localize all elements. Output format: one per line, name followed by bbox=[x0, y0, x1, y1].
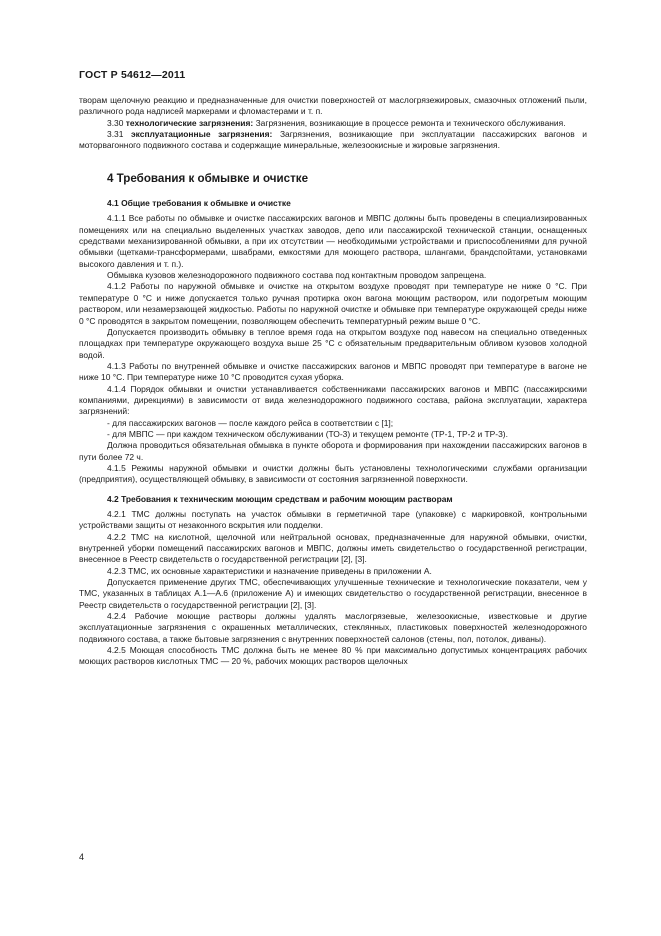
subsection-4-1-heading: 4.1 Общие требования к обмывке и очистке bbox=[107, 198, 291, 209]
page-number: 4 bbox=[79, 852, 85, 862]
paragraph-4-1-3: 4.1.3 Работы по внутренней обмывке и очистке пассажирских вагонов и МВПС проводят при температуре в вагоне не ниже 10 °С. При температуре ниже 10 °С проводится сухая уборка. bbox=[79, 360, 587, 383]
clause-number: 3.30 bbox=[107, 117, 124, 128]
paragraph-4-1-1-b: Обмывка кузовов железнодорожного подвижного состава под контактным проводом запрещена. bbox=[107, 270, 487, 281]
paragraph-4-1-2-b: Допускается производить обмывку в теплое время года на открытом воздухе под навесом на специально отведенных площадках при температуре окружающего воздуха выше 25 °С с обязательным предварительным обливом кузовов холодной водой. bbox=[79, 326, 587, 360]
document-header: ГОСТ Р 54612—2011 bbox=[79, 69, 186, 81]
paragraph-4-2-3: 4.2.3 ТМС, их основные характеристики и назначение приведены в приложении А. bbox=[107, 565, 432, 576]
paragraph-4-1-1: 4.1.1 Все работы по обмывке и очистке пассажирских вагонов и МВПС должны быть проведены в специализированных помещениях или на специально выделенных участках заводов, депо или пассажирской технической станции, оснащенных средствами механизированной обмывки, а при их отсутствии — необходимыми устройствами и приспособлениями для ручной обмывки (щетками-трансформерами, швабрами, емкостями для моющего раствора, шлангами, брандспойтами, установками высокого давления и т. п.). bbox=[79, 213, 587, 269]
paragraph-4-2-1: 4.2.1 ТМС должны поступать на участок обмывки в герметичной таре (упаковке) с маркировкой, контрольными устройствами защиты от незаконного вскрытия или подделки. bbox=[79, 509, 587, 531]
term: эксплуатационные загрязнения: bbox=[131, 129, 273, 140]
paragraph-4-1-4: 4.1.4 Порядок обмывки и очистки устанавливается собственниками пассажирских вагонов и МВПС (пассажирскими компаниями, дирекциями) в зависимости от вида железнодорожного подвижного состава, района эксплуатации, характера загрязнений: bbox=[79, 383, 587, 417]
paragraph-3-31 bbox=[79, 129, 587, 152]
list-item: - для МВПС — при каждом техническом обслуживании (ТО-3) и текущем ремонте (ТР-1, ТР-2 и ТР-3). bbox=[107, 428, 508, 439]
document-body bbox=[79, 95, 587, 668]
paragraph-4-1-2: 4.1.2 Работы по наружной обмывке и очистке на открытом воздухе проводят при температуре не ниже 0 °С. При температуре 0 °С и ниже допускается только ручная протирка окон вагона моющим раствором, или подогретым моющим раствором, или незамерзающей жидкостью. Работы по наружной очистке и обмывке при температуре окружающей среды ниже 0 °С проводятся в закрытом помещении, позволяющем обеспечить температурный режим выше 0 °С. bbox=[79, 281, 587, 326]
definition: Загрязнения, возникающие в процессе ремонта и технического обслуживания. bbox=[255, 117, 566, 128]
section-4-heading: 4 Требования к обмывке и очистке bbox=[107, 171, 309, 185]
list-item: - для пассажирских вагонов — после каждого рейса в соответствии с [1]; bbox=[107, 417, 394, 428]
clause-number: 3.31 bbox=[107, 129, 124, 140]
paragraph-4-2-5: 4.2.5 Моющая способность ТМС должна быть не менее 80 % при максимально допустимых концентрациях рабочих моющих растворов кислотных ТМС — 20 %, рабочих моющих растворов щелочных bbox=[79, 645, 587, 667]
paragraph-4-1-5: 4.1.5 Режимы наружной обмывки и очистки должны быть установлены технологическими службами организации (предприятия), осуществляющей обмывку, в зависимости от состояния загрязненной поверхности. bbox=[79, 462, 587, 485]
subsection-4-2-heading: 4.2 Требования к техническим моющим средствам и рабочим моющим растворам bbox=[107, 493, 453, 504]
paragraph-3-30 bbox=[79, 118, 587, 129]
definition: Загрязнения, возникающие при эксплуатации пассажирских вагонов и моторвагонного подвижного состава и содержащие минеральные, железоокисные и жировые загрязнения. bbox=[79, 129, 587, 151]
paragraph-4-2-3-b: Допускается применение других ТМС, обеспечивающих улучшенные технические и технологические показатели, чем у ТМС, указанных в таблицах А.1—А.6 (приложение А) и имеющих свидетельство о государственной регистрации, внесенное в Реестр свидетельств о государственной регистрации [2], [3]. bbox=[79, 577, 587, 610]
paragraph-4-1-4-b: Должна проводиться обязательная обмывка в пункте оборота и формирования при нахождении пассажирских вагонов в пути более 72 ч. bbox=[79, 440, 587, 462]
paragraph-4-2-4: 4.2.4 Рабочие моющие растворы должны удалять маслогрязевые, железоокисные, известковые и другие эксплуатационные загрязнения с окрашенных металлических, стеклянных, пластиковых поверхностей железнодорожного подвижного состава, а также бытовые загрязнения с внутренних поверхностей салонов (стены, пол, потолок, диваны). bbox=[79, 611, 587, 644]
paragraph-4-2-2: 4.2.2 ТМС на кислотной, щелочной или нейтральной основах, предназначенные для наружной обмывки, очистки, внутренней уборки помещений пассажирских вагонов и МВПС, должны иметь свидетельство о государственной регистрации, внесенное в Реестр свидетельств о государственной регистрации [2], [3]. bbox=[79, 531, 587, 565]
paragraph-continuation: творам щелочную реакцию и предназначенные для очистки поверхностей от маслогрязежировых, смазочных отложений пыли, различного рода надписей маркерами и фломастерами и т. п. bbox=[79, 95, 587, 117]
term: технологические загрязнения: bbox=[125, 117, 254, 128]
